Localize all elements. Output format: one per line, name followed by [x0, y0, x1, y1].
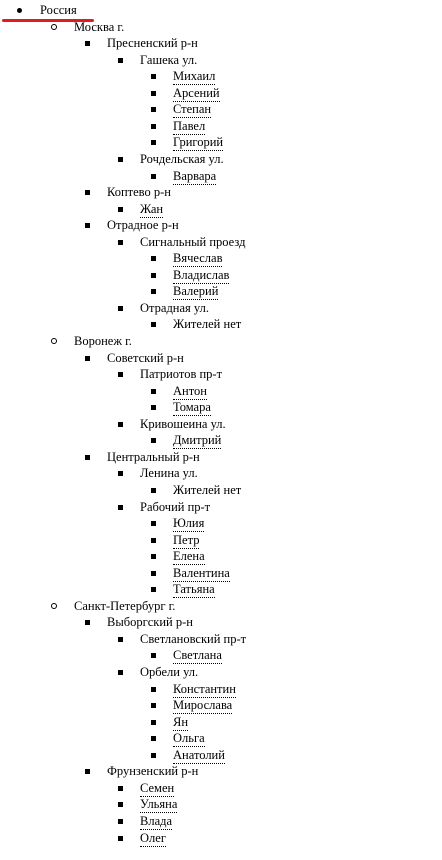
square-bullet-icon: [114, 300, 128, 317]
square-bullet-icon: [81, 449, 95, 466]
square-bullet-icon: [147, 283, 161, 300]
square-bullet-icon: [114, 631, 128, 648]
resident-name-link[interactable]: Михаил: [173, 69, 216, 84]
square-bullet-icon: [81, 35, 95, 52]
square-bullet-icon: [114, 366, 128, 383]
resident-name-link[interactable]: Томара: [173, 400, 211, 415]
resident-name-link[interactable]: Олег: [140, 830, 166, 845]
resident-name-link[interactable]: Жан: [140, 201, 164, 216]
square-bullet-icon: [114, 499, 128, 516]
square-bullet-icon: [114, 465, 128, 482]
node-label: Жителей нет: [173, 482, 242, 497]
resident-name-link[interactable]: Григорий: [173, 135, 224, 150]
square-bullet-icon: [114, 201, 128, 218]
node-label: Выборгский р-н: [107, 615, 193, 630]
resident-name-link[interactable]: Арсений: [173, 85, 220, 100]
square-bullet-icon: [147, 714, 161, 731]
square-bullet-icon: [81, 763, 95, 780]
square-bullet-icon: [147, 565, 161, 582]
square-bullet-icon: [147, 548, 161, 565]
square-bullet-icon: [147, 399, 161, 416]
square-bullet-icon: [147, 168, 161, 185]
resident-name-link[interactable]: Константин: [173, 681, 236, 696]
node-label: Рочдельская ул.: [140, 151, 224, 166]
resident-name-link[interactable]: Антон: [173, 383, 207, 398]
square-bullet-icon: [147, 697, 161, 714]
resident-name-link[interactable]: Владислав: [173, 267, 230, 282]
square-bullet-icon: [147, 532, 161, 549]
square-bullet-icon: [147, 118, 161, 135]
resident-name-link[interactable]: Вячеслав: [173, 251, 223, 266]
square-bullet-icon: [147, 730, 161, 747]
circle-bullet-icon: [47, 333, 61, 350]
square-bullet-icon: [114, 416, 128, 433]
resident-name-link[interactable]: Ульяна: [140, 797, 178, 812]
node-label: Патриотов пр-т: [140, 367, 223, 382]
node-label: Жителей нет: [173, 317, 242, 332]
square-bullet-icon: [114, 151, 128, 168]
resident-name-link[interactable]: Семен: [140, 780, 175, 795]
square-bullet-icon: [147, 432, 161, 449]
square-bullet-icon: [147, 647, 161, 664]
node-label: Светлановский пр-т: [140, 631, 247, 646]
node-label: Рабочий пр-т: [140, 499, 211, 514]
square-bullet-icon: [147, 85, 161, 102]
circle-bullet-icon: [47, 19, 61, 36]
resident-name-link[interactable]: Дмитрий: [173, 433, 222, 448]
square-bullet-icon: [147, 482, 161, 499]
square-bullet-icon: [81, 614, 95, 631]
square-bullet-icon: [147, 747, 161, 764]
node-label: Санкт-Петербург г.: [74, 598, 176, 613]
node-label: Центральный р-н: [107, 449, 200, 464]
square-bullet-icon: [81, 184, 95, 201]
node-label: Отрадное р-н: [107, 218, 179, 233]
square-bullet-icon: [114, 234, 128, 251]
square-bullet-icon: [147, 681, 161, 698]
resident-name-link[interactable]: Татьяна: [173, 582, 215, 597]
resident-name-link[interactable]: Павел: [173, 118, 206, 133]
resident-name-link[interactable]: Светлана: [173, 648, 222, 663]
square-bullet-icon: [147, 383, 161, 400]
resident-name-link[interactable]: Петр: [173, 532, 200, 547]
square-bullet-icon: [114, 780, 128, 797]
square-bullet-icon: [114, 796, 128, 813]
node-label: Коптево р-н: [107, 185, 171, 200]
resident-name-link[interactable]: Ян: [173, 714, 189, 729]
node-label: Россия: [40, 3, 77, 17]
square-bullet-icon: [147, 316, 161, 333]
square-bullet-icon: [81, 350, 95, 367]
node-label: Орбели ул.: [140, 665, 199, 679]
square-bullet-icon: [114, 813, 128, 830]
resident-name-link[interactable]: Анатолий: [173, 747, 225, 762]
node-label: Советский р-н: [107, 350, 184, 365]
resident-name-link[interactable]: Мирослава: [173, 698, 233, 713]
square-bullet-icon: [147, 515, 161, 532]
resident-name-link[interactable]: Ольга: [173, 731, 205, 746]
square-bullet-icon: [147, 134, 161, 151]
resident-name-link[interactable]: Варвара: [173, 168, 217, 183]
disc-bullet-icon: [13, 2, 27, 19]
square-bullet-icon: [114, 52, 128, 69]
node-label: Пресненский р-н: [107, 36, 198, 51]
resident-name-link[interactable]: Юлия: [173, 516, 205, 531]
resident-name-link[interactable]: Валентина: [173, 565, 230, 580]
square-bullet-icon: [147, 267, 161, 284]
node-label: Отрадная ул.: [140, 300, 209, 315]
square-bullet-icon: [147, 101, 161, 118]
resident-name-link[interactable]: Влада: [140, 813, 173, 828]
square-bullet-icon: [81, 217, 95, 234]
square-bullet-icon: [114, 830, 128, 847]
node-label: Кривошеина ул.: [140, 416, 226, 431]
square-bullet-icon: [147, 581, 161, 598]
resident-name-link[interactable]: Валерий: [173, 284, 219, 299]
resident-name-link[interactable]: Елена: [173, 549, 205, 564]
square-bullet-icon: [147, 250, 161, 267]
circle-bullet-icon: [47, 598, 61, 615]
node-label: Москва г.: [74, 19, 125, 34]
node-label: Ленина ул.: [140, 466, 198, 481]
node-label: Воронеж г.: [74, 334, 132, 348]
resident-name-link[interactable]: Степан: [173, 102, 212, 117]
square-bullet-icon: [147, 68, 161, 85]
node-label: Гашека ул.: [140, 52, 198, 67]
square-bullet-icon: [114, 664, 128, 681]
node-label: Сигнальный проезд: [140, 234, 246, 249]
node-label: Фрунзенский р-н: [107, 764, 199, 779]
